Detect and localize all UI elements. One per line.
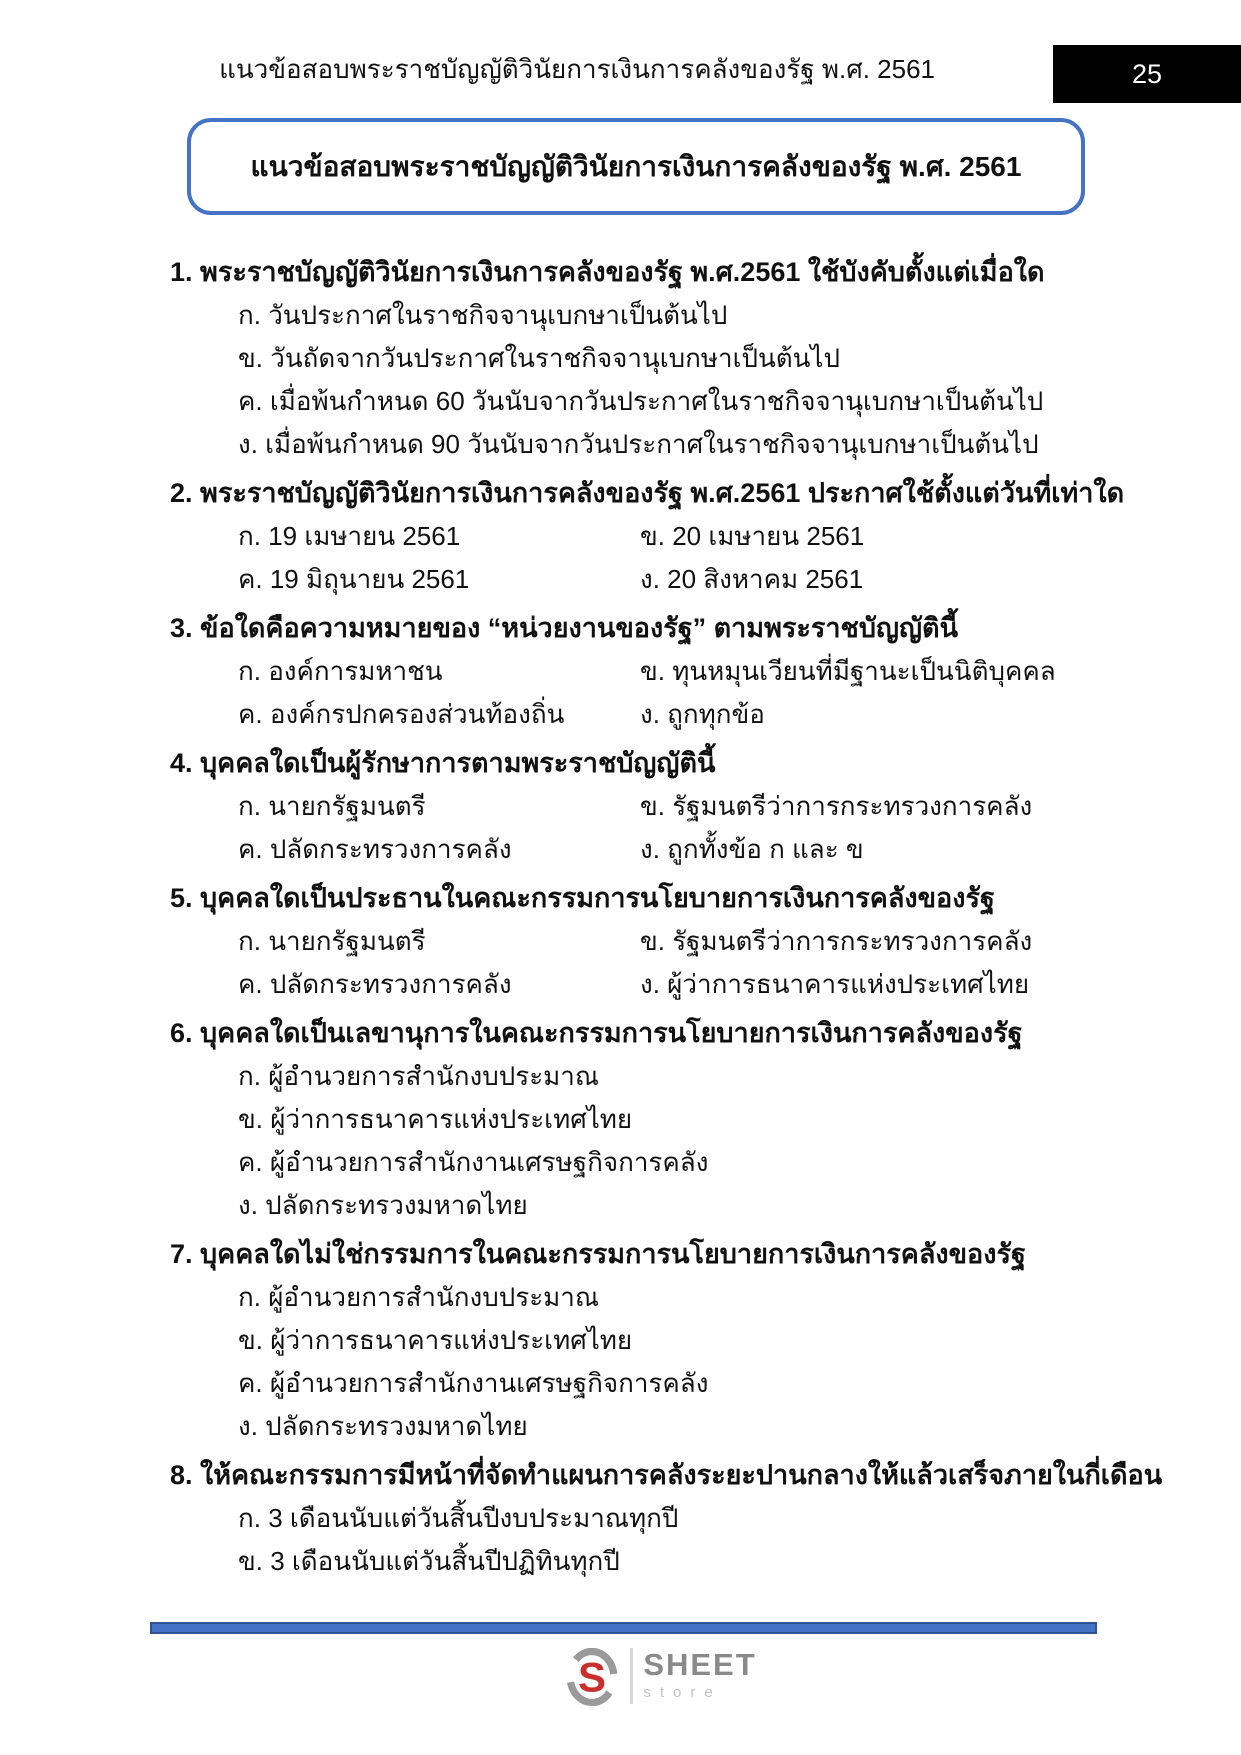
answer-option: ก. 3 เดือนนับแต่วันสิ้นปีงบประมาณทุกปี (238, 1503, 679, 1533)
options (170, 785, 1181, 871)
question-text: 8. ให้คณะกรรมการมีหน้าที่จัดทำแผนการคลังระยะปานกลางให้แล้วเสร็จภายในกี่เดือน (170, 1460, 1163, 1490)
running-header-title: แนวข้อสอบพระราชบัญญัติวินัยการเงินการคลังของรัฐ พ.ศ. 2561 (219, 54, 935, 84)
answer-option: ข. รัฐมนตรีว่าการกระทรวงการคลัง (640, 791, 1033, 821)
answer-option: ข. รัฐมนตรีว่าการกระทรวงการคลัง (640, 926, 1033, 956)
question-text: 3. ข้อใดคือความหมายของ “หน่วยงานของรัฐ” ตามพระราชบัญญัตินี้ (170, 613, 959, 643)
question-4 (170, 742, 1181, 871)
logo-letter: S (578, 1653, 607, 1701)
answer-option: ข. วันถัดจากวันประกาศในราชกิจจานุเบกษาเป็นต้นไป (238, 343, 840, 373)
answer-option: ก. ผู้อำนวยการสำนักงบประมาณ (238, 1282, 600, 1312)
answer-option: ง. เมื่อพ้นกำหนด 90 วันนับจากวันประกาศในราชกิจจานุเบกษาเป็นต้นไป (238, 429, 1039, 459)
options (170, 650, 1181, 736)
answer-option: ค. 19 มิถุนายน 2561 (238, 564, 470, 594)
question-8 (170, 1454, 1181, 1583)
answer-option: ค. ผู้อำนวยการสำนักงานเศรษฐกิจการคลัง (238, 1368, 709, 1398)
question-text: 6. บุคคลใดเป็นเลขานุการในคณะกรรมการนโยบายการเงินการคลังของรัฐ (170, 1018, 1023, 1048)
options (170, 515, 1181, 601)
answer-option: ง. ผู้ว่าการธนาคารแห่งประเทศไทย (640, 969, 1030, 999)
page-number: 25 (1131, 58, 1163, 89)
question-2 (170, 472, 1181, 601)
question-text: 5. บุคคลใดเป็นประธานในคณะกรรมการนโยบายการเงินการคลังของรัฐ (170, 883, 995, 913)
answer-option: ก. องค์การมหาชน (238, 656, 443, 686)
answer-option: ก. นายกรัฐมนตรี (238, 926, 426, 956)
question-1 (170, 251, 1181, 466)
answer-option: ข. ผู้ว่าการธนาคารแห่งประเทศไทย (238, 1325, 633, 1355)
logo-sub-text: store (643, 1684, 722, 1701)
answer-option: ค. ปลัดกระทรวงการคลัง (238, 834, 512, 864)
question-text: 7. บุคคลใดไม่ใช่กรรมการในคณะกรรมการนโยบายการเงินการคลังของรัฐ (170, 1239, 1026, 1269)
question-3 (170, 607, 1181, 736)
logo-wordmark (643, 1647, 757, 1703)
question-text: 2. พระราชบัญญัติวินัยการเงินการคลังของรัฐ พ.ศ.2561 ประกาศใช้ตั้งแต่วันที่เท่าใด (170, 478, 1125, 508)
question-text: 4. บุคคลใดเป็นผู้รักษาการตามพระราชบัญญัตินี้ (170, 748, 716, 778)
answer-option: ง. ปลัดกระทรวงมหาดไทย (238, 1190, 528, 1220)
question-6 (170, 1012, 1181, 1227)
question-text: 1. พระราชบัญญัติวินัยการเงินการคลังของรัฐ พ.ศ.2561 ใช้บังคับตั้งแต่เมื่อใด (170, 257, 1045, 287)
logo-brand-text: SHEET (643, 1647, 757, 1682)
answer-option: ก. วันประกาศในราชกิจจานุเบกษาเป็นต้นไป (238, 300, 728, 330)
answer-option: ค. องค์กรปกครองส่วนท้องถิ่น (238, 699, 565, 729)
page-title: แนวข้อสอบพระราชบัญญัติวินัยการเงินการคลังของรัฐ พ.ศ. 2561 (250, 150, 1022, 182)
answer-option: ง. ถูกทุกข้อ (640, 699, 765, 729)
sheet-store-logo-icon (564, 1646, 620, 1708)
footer-divider-bar (150, 1622, 1097, 1634)
answer-option: ก. นายกรัฐมนตรี (238, 791, 426, 821)
question-list (170, 245, 1181, 1583)
options (170, 1055, 1181, 1227)
answer-option: ง. 20 สิงหาคม 2561 (640, 564, 864, 594)
question-7 (170, 1233, 1181, 1448)
title-box (187, 118, 1085, 215)
options (170, 920, 1181, 1006)
options (170, 1497, 1181, 1583)
answer-option: ง. ถูกทั้งข้อ ก และ ข (640, 834, 864, 864)
logo-divider (630, 1648, 633, 1704)
answer-option: ข. ผู้ว่าการธนาคารแห่งประเทศไทย (238, 1104, 633, 1134)
answer-option: ข. 3 เดือนนับแต่วันสิ้นปีปฏิทินทุกปี (238, 1546, 620, 1576)
answer-option: ค. ผู้อำนวยการสำนักงานเศรษฐกิจการคลัง (238, 1147, 709, 1177)
page-number-box (1053, 45, 1241, 103)
answer-option: ก. ผู้อำนวยการสำนักงบประมาณ (238, 1061, 600, 1091)
answer-option: ก. 19 เมษายน 2561 (238, 521, 461, 551)
options (170, 294, 1181, 466)
answer-option: ค. เมื่อพ้นกำหนด 60 วันนับจากวันประกาศในราชกิจจานุเบกษาเป็นต้นไป (238, 386, 1044, 416)
question-5 (170, 877, 1181, 1006)
answer-option: ข. 20 เมษายน 2561 (640, 521, 865, 551)
answer-option: ค. ปลัดกระทรวงการคลัง (238, 969, 512, 999)
options (170, 1276, 1181, 1448)
answer-option: ง. ปลัดกระทรวงมหาดไทย (238, 1411, 528, 1441)
answer-option: ข. ทุนหมุนเวียนที่มีฐานะเป็นนิติบุคคล (640, 656, 1056, 686)
sheet-store-logo (80, 1646, 1241, 1708)
